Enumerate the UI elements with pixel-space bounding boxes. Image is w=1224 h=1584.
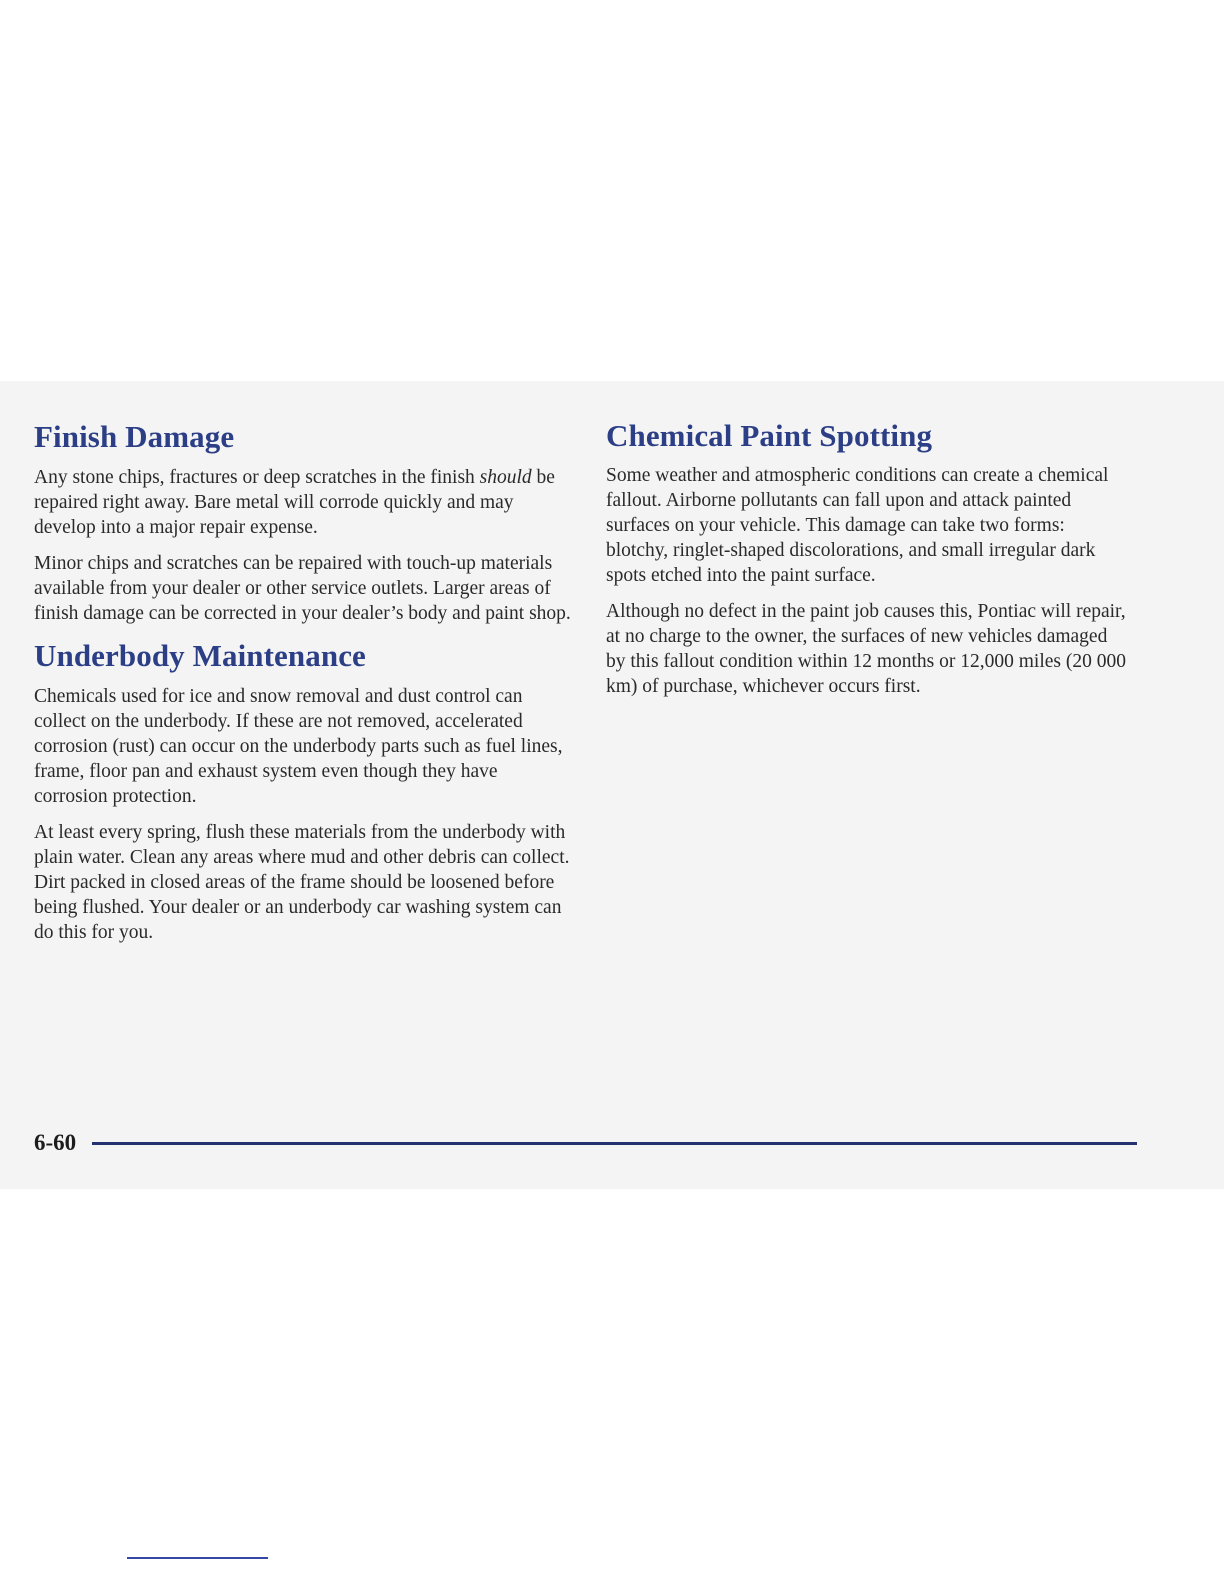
manual-page bbox=[0, 381, 1224, 1189]
underbody-maintenance-paragraph-1: Chemicals used for ice and snow removal and dust control can collect on the underbody. If these are not removed, accelerated corrosion (rust) can occur on the underbody parts such as fuel lines, frame, floor pan and exhaust system even though they have corrosion protection. bbox=[34, 686, 563, 807]
finish-damage-p1-emphasis: should bbox=[479, 467, 532, 488]
underbody-maintenance-section bbox=[34, 638, 574, 945]
chemical-paint-spotting-section bbox=[606, 418, 1131, 699]
underbody-maintenance-heading: Underbody Maintenance bbox=[34, 638, 366, 673]
finish-damage-p1-end: be repaired right away. Bare metal will corrode quickly and may develop into a major repair expense. bbox=[34, 467, 555, 538]
finish-damage-section bbox=[34, 419, 574, 626]
bottom-divider bbox=[127, 1557, 268, 1559]
finish-damage-heading: Finish Damage bbox=[34, 419, 235, 454]
underbody-maintenance-paragraph-2: At least every spring, flush these materials from the underbody with plain water. Clean any areas where mud and other debris can collect. Dirt packed in closed areas of the frame should be loosened before being flushed. Your dealer or an underbody car washing system can do this for you. bbox=[34, 822, 570, 943]
footer-rule bbox=[92, 1142, 1137, 1145]
finish-damage-paragraph-1 bbox=[34, 465, 574, 540]
finish-damage-p1-start: Any stone chips, fractures or deep scratches in the finish bbox=[34, 467, 480, 488]
chemical-paint-spotting-paragraph-2: Although no defect in the paint job causes this, Pontiac will repair, at no charge to the owner, the surfaces of new vehicles damaged by this fallout condition within 12 months or 12,000 miles (20 000 km) of purchase, whichever occurs first. bbox=[606, 601, 1126, 697]
right-column bbox=[606, 381, 1131, 699]
finish-damage-paragraph-2: Minor chips and scratches can be repaired with touch-up materials available from your dealer or other service outlets. Larger areas of finish damage can be corrected in your dealer’s body and paint shop. bbox=[34, 553, 571, 624]
left-column bbox=[34, 381, 574, 945]
page-number: 6-60 bbox=[34, 1130, 77, 1155]
chemical-paint-spotting-paragraph-1: Some weather and atmospheric conditions can create a chemical fallout. Airborne pollutants can fall upon and attack painted surfaces on your vehicle. This damage can take two forms: blotchy, ringlet-shaped discolorations, and small irregular dark spots etched into the paint surface. bbox=[606, 465, 1109, 586]
chemical-paint-spotting-heading: Chemical Paint Spotting bbox=[606, 418, 933, 453]
